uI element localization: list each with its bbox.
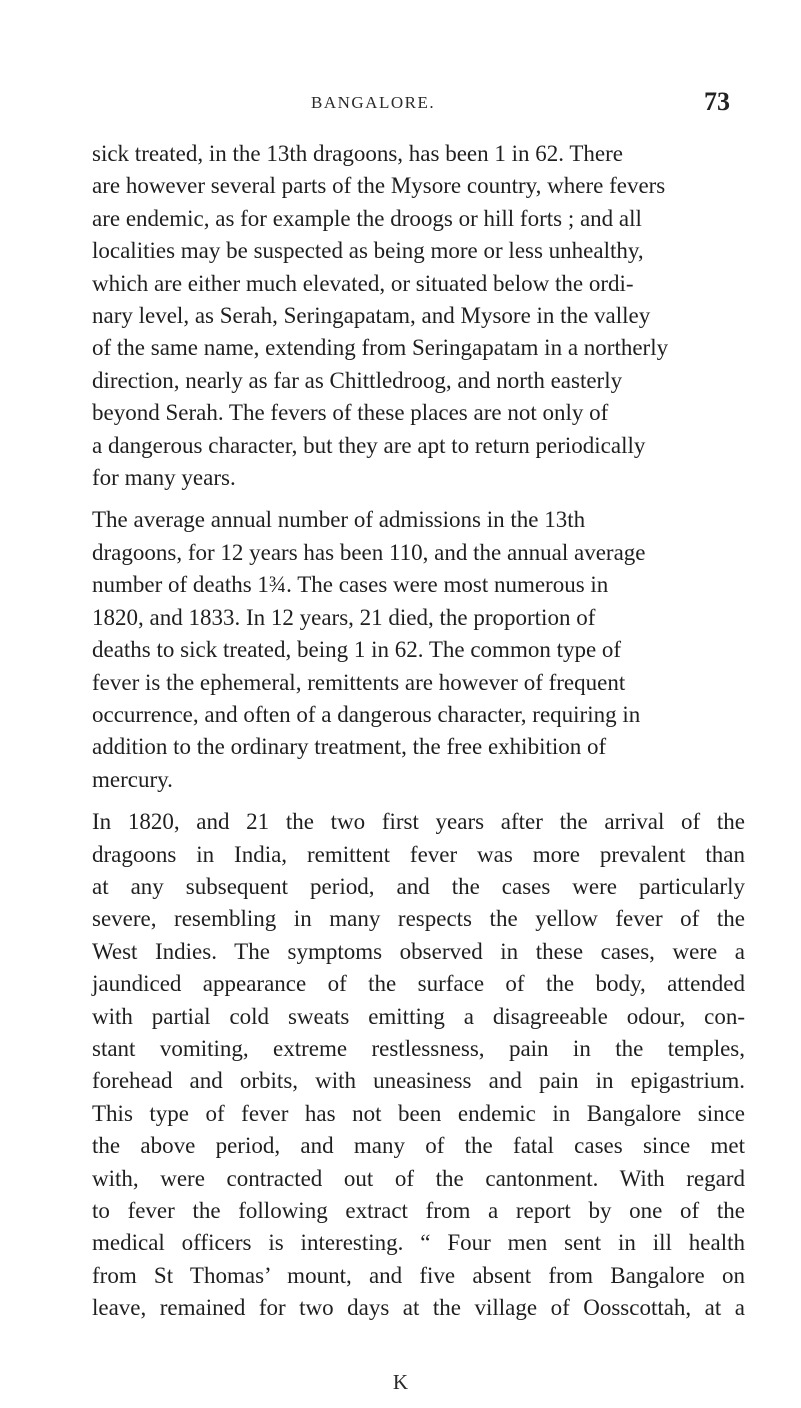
text-line: occurrence, and often of a dangerous character, requiring in (92, 701, 641, 727)
text-line: at any subsequent period, and the cases were particularly (92, 873, 745, 899)
text-line: dragoons, for 12 years has been 110, and the annual average (92, 539, 646, 565)
text-line: stant vomiting, extreme restlessness, pain in the temples, (92, 1035, 745, 1061)
text-line: 1820, and 1833. In 12 years, 21 died, the proportion of (92, 604, 596, 630)
text-line: to fever the following extract from a report by one of the (92, 1198, 745, 1223)
text-line: This type of fever has not been endemic in Bangalore since (92, 1100, 745, 1126)
text-line: medical officers is interesting. “ Four men sent in ill health (92, 1230, 745, 1256)
paragraph-2 (65, 504, 745, 796)
text-line: are however several parts of the Mysore country, where fevers (92, 173, 666, 199)
page-header (0, 87, 801, 123)
text-line: number of deaths 1¾. The cases were most numerous in (92, 572, 609, 598)
text-line: direction, nearly as far as Chittledroog, and north easterly (92, 367, 623, 393)
page-number: 73 (704, 87, 730, 116)
paragraph-3 (65, 806, 745, 1325)
text-line: are endemic, as for example the droogs or hill forts ; and all (92, 205, 642, 231)
text-line: fever is the ephemeral, remittents are however of frequent (92, 669, 626, 695)
text-line: localities may be suspected as being more or less unhealthy, (92, 238, 644, 264)
text-line: of the same name, extending from Seringapatam in a northerly (92, 335, 669, 361)
text-line: nary level, as Serah, Seringapatam, and Mysore in the valley (92, 303, 651, 329)
text-line: which are either much elevated, or situated below the ordi- (92, 270, 634, 296)
text-line: sick treated, in the 13th dragoons, has been 1 in 62. There (92, 141, 623, 166)
text-line: forehead and orbits, with uneasiness and pain in epigastrium. (92, 1068, 745, 1094)
text-line: leave, remained for two days at the village of Oosscottah, at a (92, 1295, 745, 1321)
text-line: a dangerous character, but they are apt to return periodically (92, 432, 646, 458)
text-line: severe, resembling in many respects the yellow fever of the (92, 906, 745, 932)
text-line: mercury. (92, 766, 173, 792)
text-line: jaundiced appearance of the surface of the body, attended (92, 971, 745, 997)
text-line: from St Thomas’ mount, and five absent from Bangalore on (92, 1262, 745, 1288)
text-line: with, were contracted out of the cantonment. With regard (92, 1165, 745, 1191)
text-line: In 1820, and 21 the two first years after the arrival of the (92, 809, 745, 835)
paragraph-1 (65, 138, 745, 494)
page-body (65, 138, 745, 1335)
text-line: The average annual number of admissions in the 13th (92, 507, 586, 533)
running-head: BANGALORE. (311, 93, 436, 112)
text-line: deaths to sick treated, being 1 in 62. The common type of (92, 637, 622, 663)
text-line: West Indies. The symptoms observed in these cases, were a (92, 938, 745, 964)
text-line: beyond Serah. The fevers of these places are not only of (92, 400, 609, 426)
text-line: dragoons in India, remittent fever was more prevalent than (92, 841, 745, 867)
text-line: for many years. (92, 465, 236, 491)
text-line: addition to the ordinary treatment, the free exhibition of (92, 734, 607, 760)
text-line: with partial cold sweats emitting a disagreeable odour, con- (92, 1003, 745, 1029)
signature-mark: K (392, 1370, 409, 1394)
text-line: the above period, and many of the fatal cases since met (92, 1133, 745, 1159)
